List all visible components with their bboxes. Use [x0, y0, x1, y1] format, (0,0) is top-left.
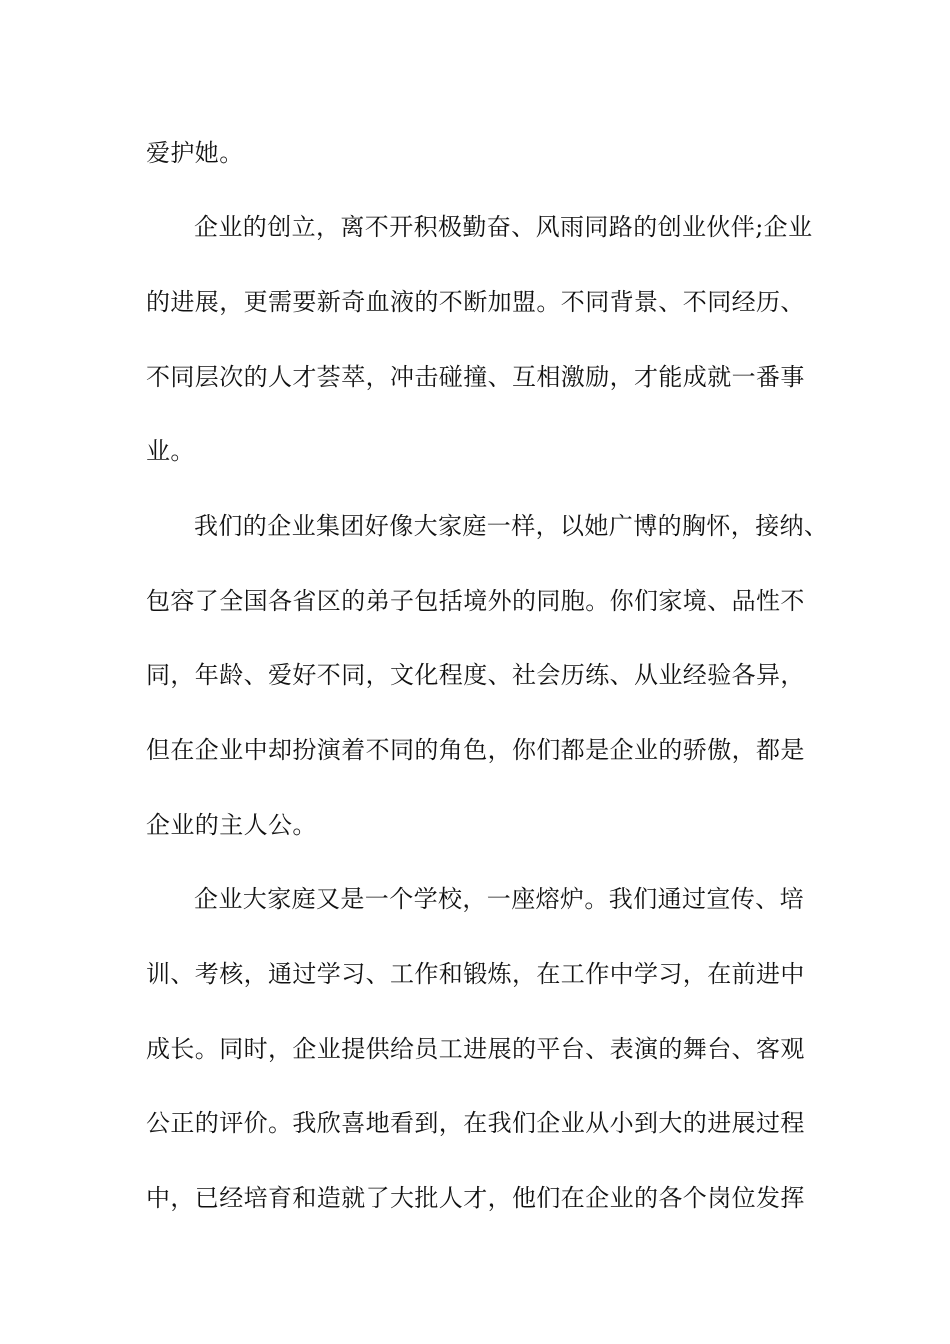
- text-line: 业。: [146, 437, 195, 465]
- text-line: 包容了全国各省区的弟子包括境外的同胞。你们家境、品性不: [146, 587, 805, 615]
- paragraph-first-line: 企业大家庭又是一个学校，一座熔炉。我们通过宣传、培: [194, 885, 804, 913]
- text-line: 爱护她。: [146, 139, 244, 167]
- text-line: 同，年龄、爱好不同，文化程度、社会历练、从业经验各异，: [146, 661, 805, 689]
- text-line: 但在企业中却扮演着不同的角色，你们都是企业的骄傲，都是: [146, 736, 805, 764]
- text-line: 企业的主人公。: [146, 811, 317, 839]
- paragraph-first-line: 企业的创立，离不开积极勤奋、风雨同路的创业伙伴;企业: [194, 213, 813, 241]
- text-line: 不同层次的人才荟萃，冲击碰撞、互相激励，才能成就一番事: [146, 363, 805, 391]
- text-line: 中，已经培育和造就了大批人才，他们在企业的各个岗位发挥: [146, 1184, 805, 1212]
- paragraph-first-line: 我们的企业集团好像大家庭一样，以她广博的胸怀，接纳、: [194, 512, 829, 540]
- text-line: 训、考核，通过学习、工作和锻炼，在工作中学习，在前进中: [146, 960, 805, 988]
- text-line: 公正的评价。我欣喜地看到，在我们企业从小到大的进展过程: [146, 1109, 805, 1137]
- text-line: 成长。同时，企业提供给员工进展的平台、表演的舞台、客观: [146, 1035, 805, 1063]
- text-line: 的进展，更需要新奇血液的不断加盟。不同背景、不同经历、: [146, 288, 805, 316]
